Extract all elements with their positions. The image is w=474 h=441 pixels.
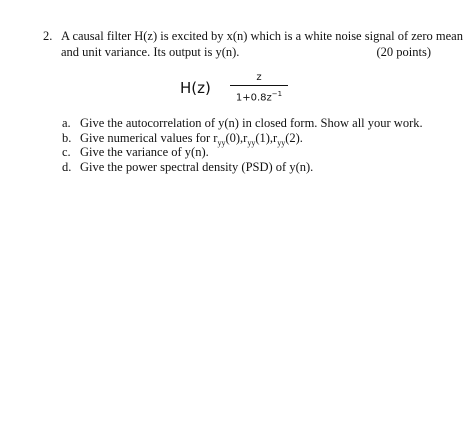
question-text-line-2: and unit variance. Its output is y(n). bbox=[61, 45, 240, 59]
subitem-letter: c. bbox=[62, 145, 71, 159]
subscript: yy bbox=[217, 138, 226, 147]
formula-denominator-base: 1+0.8z bbox=[235, 92, 272, 104]
formula-denominator bbox=[230, 88, 288, 104]
question-points: (20 points) bbox=[376, 45, 431, 59]
question-text-line-1: A causal filter H(z) is excited by x(n) which is a white noise signal of zero mean bbox=[61, 29, 463, 43]
subitem-b-lead: Give numerical values for r bbox=[80, 130, 218, 145]
subitem-text: Give the autocorrelation of y(n) in closed form. Show all your work. bbox=[80, 116, 423, 130]
subitem-text: Give the power spectral density (PSD) of y(n). bbox=[80, 159, 314, 174]
formula-fraction bbox=[230, 72, 288, 104]
arg: (0), bbox=[225, 130, 244, 145]
fraction-bar bbox=[230, 85, 288, 86]
subitem-letter: b. bbox=[62, 130, 72, 145]
subscript: yy bbox=[247, 138, 256, 147]
subitem-text: Give the variance of y(n). bbox=[80, 145, 209, 159]
subitem-letter: a. bbox=[62, 116, 71, 130]
formula-numerator: z bbox=[256, 72, 262, 83]
arg: (2). bbox=[285, 130, 303, 145]
subscript: yy bbox=[277, 138, 286, 147]
question-number: 2. bbox=[43, 29, 53, 43]
subitem-letter: d. bbox=[62, 159, 72, 174]
transfer-function-formula bbox=[180, 72, 300, 108]
symbol: r bbox=[273, 130, 278, 145]
symbol: r bbox=[243, 130, 248, 145]
formula-lhs: H(z) bbox=[180, 79, 211, 97]
arg: (1), bbox=[255, 130, 274, 145]
formula-denominator-exponent: −1 bbox=[271, 90, 283, 98]
